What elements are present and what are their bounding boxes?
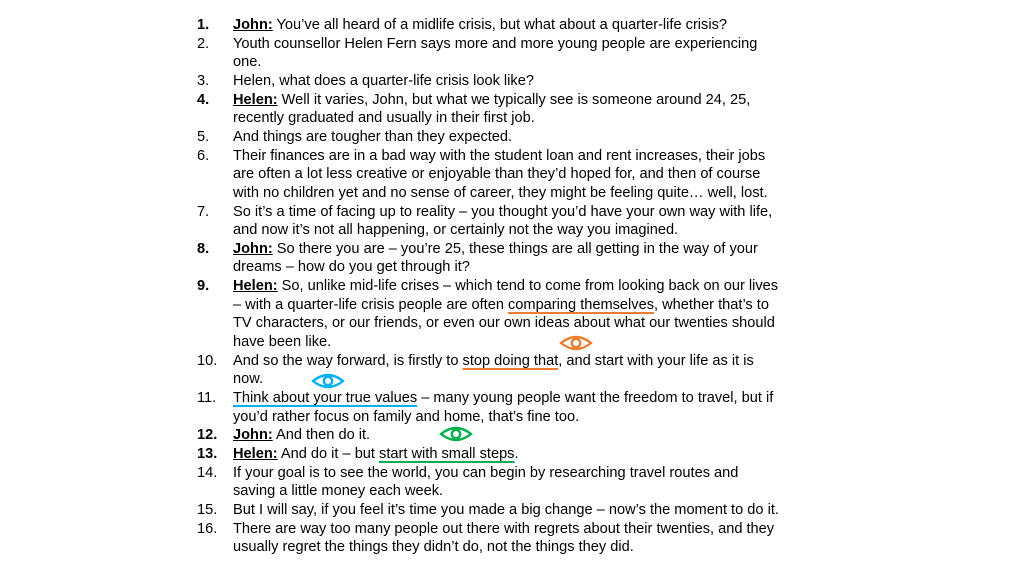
line-text-segment: Helen, what does a quarter-life crisis look like? [233,72,534,89]
line-text [233,53,261,71]
orange-eye-icon [559,335,593,351]
line-text-segment: Their finances are in a bad way with the student loan and rent increases, their jobs [233,147,766,164]
line-text-segment: So there you are – you’re 25, these things are all getting in the way of your [272,240,758,257]
highlighted-phrase: start with small steps [379,445,515,462]
line-text [233,538,634,556]
line-text [233,408,579,426]
line-text-segment: And so the way forward, is firstly to [233,352,463,369]
line-number: 8. [197,240,210,257]
line-number: 7. [197,203,210,220]
line-text [233,35,757,53]
line-text-segment: have been like. [233,334,332,350]
line-text-segment: – with a quarter-life crisis people are often [233,296,508,313]
line-number: 10. [197,352,218,369]
line-number: 1. [197,17,210,33]
line-text-segment: recently graduated and usually in their first job. [233,110,535,127]
line-text [233,16,727,34]
line-text-segment: And do it – but [277,445,380,462]
line-text-segment: now. [233,371,264,388]
line-number: 9. [197,278,210,295]
line-number: 2. [197,35,210,52]
speaker-label: John: [233,17,273,33]
speaker-label: John: [233,240,273,257]
line-number: 5. [197,128,210,145]
line-text-segment: . [514,445,519,462]
line-text-segment: dreams – how do you get through it? [233,259,470,276]
line-text-segment: – many young people want the freedom to travel, but if [417,390,774,406]
line-text-segment: But I will say, if you feel it’s time you made a big change – now’s the moment to do it. [233,501,779,518]
line-text [233,147,765,165]
line-text-segment: And things are tougher than they expected. [233,128,513,145]
line-text-segment: You’ve all heard of a midlife crisis, but what about a quarter-life crisis? [272,17,727,33]
line-text [233,520,774,538]
line-text [233,389,773,407]
line-text [233,296,769,314]
line-text [233,221,678,239]
line-text-segment: TV characters, or our friends, or even our own ideas about what our twenties should [233,315,775,332]
line-number: 11. [197,390,217,406]
line-number: 13. [197,445,218,462]
blue-eye-icon [311,373,345,389]
speaker-label: Helen: [233,91,278,108]
line-text [233,314,775,332]
speaker-label: John: [233,427,273,444]
green-eye-icon [439,426,473,442]
line-text-segment: , and start with your life as it is [558,352,754,369]
line-text [233,482,443,500]
line-number: 14. [197,464,218,481]
line-text [233,370,263,388]
line-text-segment: If your goal is to see the world, you can begin by researching travel routes and [233,464,739,481]
highlighted-phrase: Think about your true values [233,390,418,406]
speaker-label: Helen: [233,445,278,462]
line-text [233,464,738,482]
line-number: 15. [197,501,218,518]
line-text-segment: Youth counsellor Helen Fern says more and more young people are experiencing [233,35,758,52]
line-text-segment: There are way too many people out there with regrets about their twenties, and they [233,520,775,537]
line-number: 4. [197,91,210,108]
line-text-segment: you’d rather focus on family and home, that’s fine too. [233,408,580,425]
line-text [233,72,534,90]
line-text-segment: So it’s a time of facing up to reality – you thought you’d have your own way with life, [233,203,773,220]
line-number: 6. [197,147,210,164]
line-text-segment: usually regret the things they didn’t do, not the things they did. [233,539,634,556]
line-text-segment: And then do it. [272,427,371,444]
line-text [233,91,750,109]
line-text-segment: , whether that’s to [654,296,769,313]
line-text-segment: are often a lot less creative or enjoyable than they’d hoped for, and then of course [233,166,761,183]
line-text [233,109,535,127]
line-number: 16. [197,520,218,537]
line-number: 12. [197,427,218,444]
line-text-segment: and now it’s not all happening, or certainly not the way you imagined. [233,222,679,239]
line-text [233,333,331,351]
line-text [233,352,754,370]
speaker-label: Helen: [233,278,278,295]
highlighted-phrase: stop doing that [462,352,559,369]
highlighted-phrase: comparing themselves [508,296,655,313]
line-text-segment: Well it varies, John, but what we typically see is someone around 24, 25, [277,91,751,108]
line-text [233,203,772,221]
line-text [233,426,370,444]
line-text [233,445,519,463]
line-text-segment: So, unlike mid-life crises – which tend to come from looking back on our lives [277,278,779,295]
line-text-segment: saving a little money each week. [233,483,444,500]
line-number: 3. [197,72,210,89]
line-text [233,165,760,183]
line-text-segment: one. [233,54,262,71]
line-text [233,501,779,519]
line-text-segment: with no children yet and no sense of career, they might be feeling quite… well, lost. [233,184,768,201]
line-text [233,184,768,202]
line-text [233,240,758,258]
line-text [233,128,512,146]
line-text [233,277,778,295]
line-text [233,258,470,276]
